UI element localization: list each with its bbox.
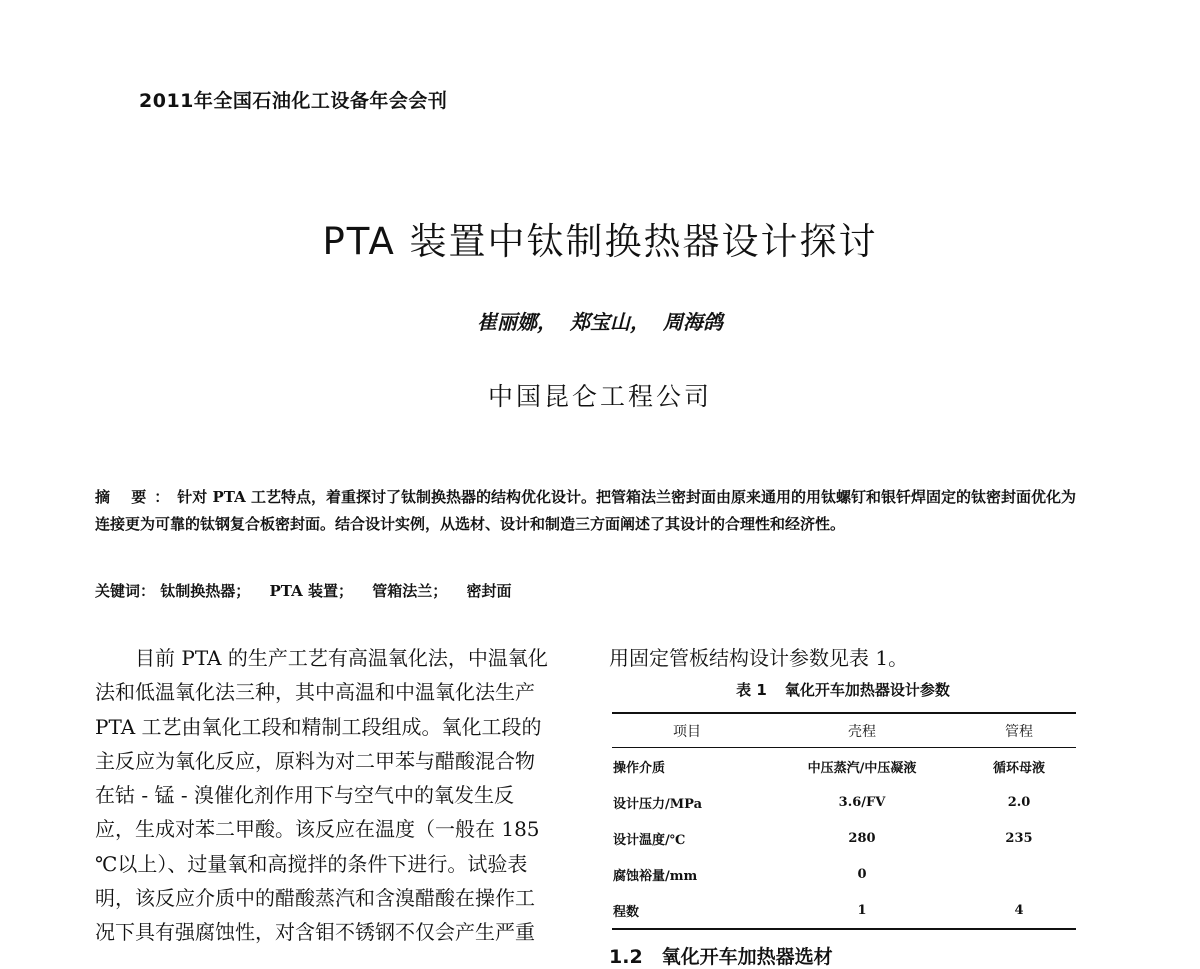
abstract [95,484,1085,538]
design-parameters-table [612,712,1076,930]
table-header-cell: 管程 [962,713,1076,748]
keyword: 钛制换热器； [160,582,251,600]
paper-affiliation: 中国昆仑工程公司 [487,382,712,411]
table-cell: 1 [762,892,962,929]
body-left-column [95,641,573,950]
abstract-label: 摘 要： [95,488,178,506]
body-line: 应，生成对苯二甲酸。该反应在温度（一般在 185 [95,817,540,842]
table-row [612,856,1076,892]
body-line: 法和低温氧化法三种，其中高温和中温氧化法生产 [95,680,535,705]
abstract-text: 针对 PTA 工艺特点，着重探讨了钛制换热器的结构优化设计。把管箱法兰密封面由原来通用的用钛螺钉和银钎焊固定的钛密封面优化为连接更为可靠的钛钢复合板密封面。结合设计实例，从选材、设计和制造三方面阐述了其设计的合理性和经济性。 [95,488,1076,533]
table-cell: 0 [857,866,867,882]
table-row [612,820,1076,856]
table-cell: 设计压力/MPa [613,796,702,812]
table-cell: 2.0 [1007,794,1031,810]
body-line: 况下具有强腐蚀性，对含钼不锈钢不仅会产生严重 [95,920,535,945]
body-line: ℃以上）、过量氧和高搅拌的条件下进行。试验表 [95,851,528,876]
table-cell [962,856,1076,892]
body-line: 在钴 - 锰 - 溴催化剂作用下与空气中的氧发生反 [95,783,514,808]
keyword: 管箱法兰； [372,582,448,600]
table-row [612,784,1076,820]
table-caption-text: 氧化开车加热器设计参数 [784,681,950,699]
table-number: 表 1 [736,681,767,699]
body-line: PTA 工艺由氧化工段和精制工段组成。氧化工段的 [95,714,542,739]
table-cell: 腐蚀裕量/mm [613,868,698,884]
paper-title: PTA 装置中钛制换热器设计探讨 [322,220,878,263]
table-cell: 操作介质 [613,760,666,776]
keywords-label: 关键词： [95,582,156,600]
keyword: 密封面 [466,582,512,600]
table-cell: 280 [848,830,876,846]
body-line: 主反应为氧化反应，原料为对二甲苯与醋酸混合物 [95,748,535,773]
paper-authors: 崔丽娜， 郑宝山， 周海鸽 [477,310,723,334]
table-cell: 程数 [612,892,762,929]
body-line: 明，该反应介质中的醋酸蒸汽和含溴醋酸在操作工 [95,886,535,911]
table-caption [609,679,1077,700]
table-cell: 235 [1005,830,1033,846]
table-cell: 设计温度/℃ [613,832,686,848]
table-header-row [612,713,1076,748]
table-header-cell: 项目 [612,713,762,748]
body-right-intro: 用固定管板结构设计参数见表 1。 [609,646,909,670]
table-row [612,748,1076,785]
table-cell: 3.6/FV [838,794,886,810]
table-cell: 中压蒸汽/中压凝液 [807,760,917,776]
body-line: 目前 PTA 的生产工艺有高温氧化法，中温氧化 [95,646,548,670]
table-cell: 循环母液 [992,760,1045,776]
table-row [612,892,1076,929]
keywords [95,580,525,601]
keyword: PTA 装置； [269,582,353,600]
table-cell: 4 [962,892,1076,929]
section-heading: 1.2 氧化开车加热器选材 [609,946,833,968]
table-header-cell: 壳程 [762,713,962,748]
running-header: 2011年全国石油化工设备年会会刊 [139,90,448,112]
